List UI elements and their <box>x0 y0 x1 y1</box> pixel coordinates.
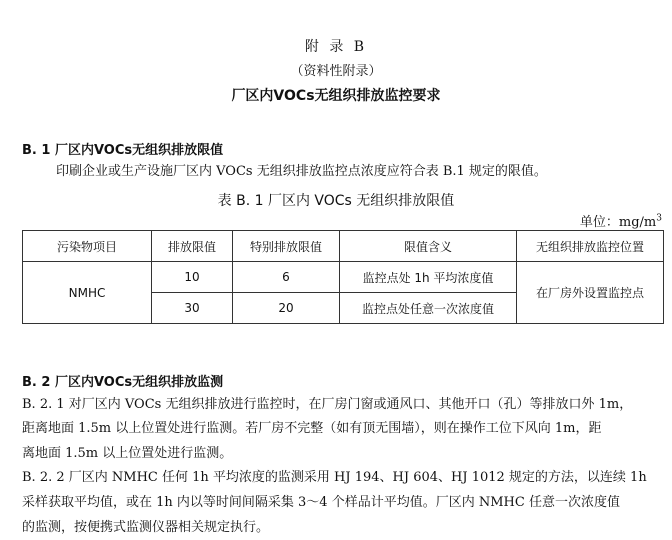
appendix-heading: 厂区内VOCs无组织排放监控要求 <box>231 88 441 104</box>
section-b2-heading: B. 2 厂区内VOCs无组织排放监测 <box>22 375 224 390</box>
cell-pollutant: NMHC <box>23 262 152 324</box>
cell-location: 在厂房外设置监控点 <box>517 262 664 324</box>
table-row <box>23 262 664 293</box>
unit-label <box>580 211 662 230</box>
header-meaning: 限值含义 <box>340 231 517 262</box>
header-limit: 排放限值 <box>152 231 233 262</box>
header-pollutant: 污染物项目 <box>23 231 152 262</box>
clause-b21-line: 距离地面 1.5m 以上位置处进行监测。若厂房不完整（如有顶无围墙），则在操作工位下风向 1m，距 <box>22 421 602 436</box>
clause-b22-line: 采样获取平均值，或在 1h 内以等时间间隔采集 3～4 个样品计平均值。厂区内 NMHC 任意一次浓度值 <box>22 495 620 510</box>
unit-text: 单位：mg/m <box>579 215 657 230</box>
clause-b21-line: 离地面 1.5m 以上位置处进行监测。 <box>22 446 233 461</box>
table-caption: 表 B. 1 厂区内 VOCs 无组织排放限值 <box>217 193 455 209</box>
cell-meaning: 监控点处 1h 平均浓度值 <box>340 262 517 293</box>
cell-special-limit: 6 <box>233 262 340 293</box>
appendix-subtitle: （资料性附录） <box>290 64 382 79</box>
limits-table <box>22 230 664 324</box>
header-location: 无组织排放监控位置 <box>517 231 664 262</box>
appendix-title: 附 录 B <box>304 39 368 55</box>
section-b1-heading: B. 1 厂区内VOCs无组织排放限值 <box>22 143 224 158</box>
cell-special-limit: 20 <box>233 293 340 324</box>
cell-limit: 10 <box>152 262 233 293</box>
cell-limit: 30 <box>152 293 233 324</box>
clause-b21-line: B. 2. 1 对厂区内 VOCs 无组织排放进行监控时，在厂房门窗或通风口、其他开口（孔）等排放口外 1m， <box>22 397 633 412</box>
cell-meaning: 监控点处任意一次浓度值 <box>340 293 517 324</box>
section-b1-paragraph: 印刷企业或生产设施厂区内 VOCs 无组织排放监控点浓度应符合表 B.1 规定的限值。 <box>56 164 547 179</box>
header-special-limit: 特别排放限值 <box>233 231 340 262</box>
clause-b22-line: 的监测，按便携式监测仪器相关规定执行。 <box>22 520 270 535</box>
unit-superscript: 3 <box>656 213 662 224</box>
table-header-row <box>23 231 664 262</box>
clause-b22-line: B. 2. 2 厂区内 NMHC 任何 1h 平均浓度的监测采用 HJ 194、HJ 604、HJ 1012 规定的方法，以连续 1h <box>22 470 647 485</box>
